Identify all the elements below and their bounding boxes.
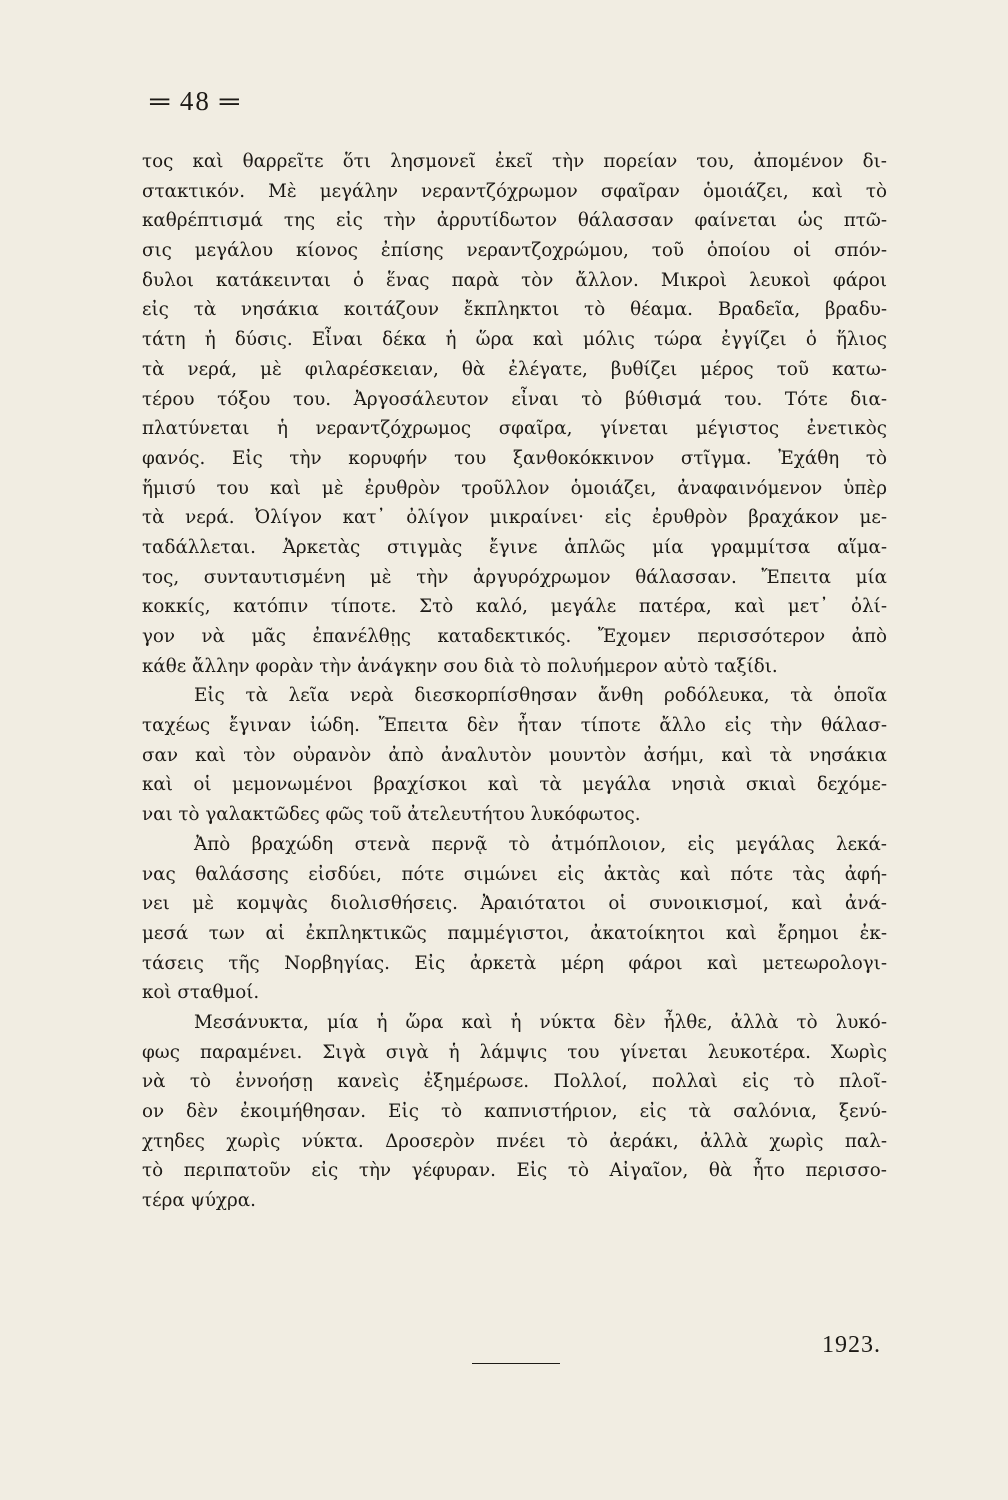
text-line: νει μὲ κομψὰς διολισθήσεις. Ἀραιότατοι οἱ συνοικισμοί, καὶ ἀνά- bbox=[142, 893, 887, 915]
date-year: 1923. bbox=[822, 1332, 881, 1358]
end-rule bbox=[472, 1363, 560, 1364]
text-line: Ἀπὸ βραχώδη στενὰ περνᾷ τὸ ἀτμόπλοιον, εἰς μεγάλας λεκά- bbox=[194, 833, 887, 855]
page-footer bbox=[142, 1332, 887, 1396]
text-line: ἥμισύ του καὶ μὲ ἐρυθρὸν τροῦλλον ὁμοιάζει, ἀναφαινόμενον ὑπὲρ bbox=[142, 477, 887, 499]
text-line: κάθε ἄλλην φορὰν τὴν ἀνάγκην σου διὰ τὸ πολυήμερον αὐτὸ ταξίδι. bbox=[142, 655, 778, 677]
text-line: χτηδες χωρὶς νύκτα. Δροσερὸν πνέει τὸ ἀεράκι, ἀλλὰ χωρὶς παλ- bbox=[142, 1130, 887, 1152]
page-number: ═ 48 ═ bbox=[150, 86, 241, 116]
paragraph-4 bbox=[142, 1008, 887, 1216]
text-line: Μεσάνυκτα, μία ἡ ὥρα καὶ ἡ νύκτα δὲν ἦλθε, ἀλλὰ τὸ λυκό- bbox=[194, 1011, 887, 1033]
text-line: νὰ τὸ ἐννοήσῃ κανεὶς ἐξημέρωσε. Πολλοί, πολλαὶ εἰς τὸ πλοῖ- bbox=[142, 1071, 887, 1093]
text-line: νας θαλάσσης εἰσδύει, πότε σιμώνει εἰς ἀκτὰς καὶ πότε τὰς ἀφή- bbox=[142, 863, 887, 885]
text-line: τέρου τόξου του. Ἀργοσάλευτον εἶναι τὸ βύθισμά του. Τότε δια- bbox=[142, 388, 887, 410]
text-line: τος καὶ θαρρεῖτε ὅτι λησμονεῖ ἐκεῖ τὴν πορείαν του, ἀπομένον δι- bbox=[142, 151, 887, 172]
text-line: σις μεγάλου κίονος ἐπίσης νεραντζοχρώμου, τοῦ ὁποίου οἱ σπόν- bbox=[142, 240, 887, 262]
text-line: σαν καὶ τὸν οὐρανὸν ἀπὸ ἀναλυτὸν μουντὸν ἀσήμι, καὶ τὰ νησάκια bbox=[142, 744, 887, 766]
text-line: κοὶ σταθμοί. bbox=[142, 982, 260, 1004]
text-line: ταδάλλεται. Ἀρκετὰς στιγμὰς ἔγινε ἁπλῶς μία γραμμίτσα αἵμα- bbox=[142, 536, 887, 558]
text-line: καθρέπτισμά της εἰς τὴν ἀρρυτίδωτον θάλασσαν φαίνεται ὡς πτῶ- bbox=[142, 210, 887, 232]
text-line: κοκκίς, κατόπιν τίποτε. Στὸ καλό, μεγάλε πατέρα, καὶ μετ᾽ ὀλί- bbox=[142, 596, 887, 618]
text-line: τάσεις τῆς Νορβηγίας. Εἰς ἀρκετὰ μέρη φάροι καὶ μετεωρολογι- bbox=[142, 952, 887, 974]
text-line: δυλοι κατάκεινται ὁ ἕνας παρὰ τὸν ἄλλον. Μικροὶ λευκοὶ φάροι bbox=[142, 269, 887, 291]
text-line: τέρα ψύχρα. bbox=[142, 1190, 256, 1212]
text-line: φως παραμένει. Σιγὰ σιγὰ ἡ λάμψις του γίνεται λευκοτέρα. Χωρὶς bbox=[142, 1041, 887, 1063]
text-line: ναι τὸ γαλακτῶδες φῶς τοῦ ἀτελευτήτου λυκόφωτος. bbox=[142, 804, 641, 826]
paragraph-3 bbox=[142, 830, 887, 1008]
paragraph-1 bbox=[142, 147, 887, 681]
text-line: τὰ νερά. Ὀλίγον κατ᾽ ὀλίγον μικραίνει· εἰς ἐρυθρὸν βραχάκον με- bbox=[142, 507, 887, 529]
text-line: ον δὲν ἐκοιμήθησαν. Εἰς τὸ καπνιστήριον, εἰς τὰ σαλόνια, ξενύ- bbox=[142, 1101, 887, 1122]
text-line: ταχέως ἔγιναν ἰώδη. Ἔπειτα δὲν ἦταν τίποτε ἄλλο εἰς τὴν θάλασ- bbox=[142, 715, 887, 737]
text-line: στακτικόν. Μὲ μεγάλην νεραντζόχρωμον σφαῖραν ὁμοιάζει, καὶ τὸ bbox=[142, 180, 887, 202]
text-line: τάτη ἡ δύσις. Εἶναι δέκα ἡ ὥρα καὶ μόλις τώρα ἐγγίζει ὁ ἥλιος bbox=[142, 329, 887, 351]
text-line: φανός. Εἰς τὴν κορυφήν του ξανθοκόκκινον στῖγμα. Ἐχάθη τὸ bbox=[142, 447, 887, 469]
text-line: πλατύνεται ἡ νεραντζόχρωμος σφαῖρα, γίνεται μέγιστος ἐνετικὸς bbox=[142, 418, 887, 440]
text-line: εἰς τὰ νησάκια κοιτάζουν ἔκπληκτοι τὸ θέαμα. Βραδεῖα, βραδυ- bbox=[142, 299, 887, 321]
text-line: γον νὰ μᾶς ἐπανέλθῃς καταδεκτικός. Ἔχομεν περισσότερον ἀπὸ bbox=[142, 626, 887, 647]
text-line: τὸ περιπατοῦν εἰς τὴν γέφυραν. Εἰς τὸ Αἰγαῖον, θὰ ἦτο περισσο- bbox=[142, 1160, 887, 1182]
text-line: τος, συνταυτισμένη μὲ τὴν ἀργυρόχρωμον θάλασσαν. Ἔπειτα μία bbox=[142, 566, 887, 588]
text-line: καὶ οἱ μεμονωμένοι βραχίσκοι καὶ τὰ μεγάλα νησιὰ σκιαὶ δεχόμε- bbox=[142, 774, 887, 796]
text-line: μεσά των αἱ ἐκπληκτικῶς παμμέγιστοι, ἀκατοίκητοι καὶ ἔρημοι ἐκ- bbox=[142, 922, 887, 944]
text-line: Εἰς τὰ λεῖα νερὰ διεσκορπίσθησαν ἄνθη ροδόλευκα, τὰ ὁποῖα bbox=[194, 685, 887, 707]
text-line: τὰ νερά, μὲ φιλαρέσκειαν, θὰ ἐλέγατε, βυθίζει μέρος τοῦ κατω- bbox=[142, 358, 887, 380]
paragraph-2 bbox=[142, 681, 887, 829]
text-body bbox=[142, 147, 887, 1216]
